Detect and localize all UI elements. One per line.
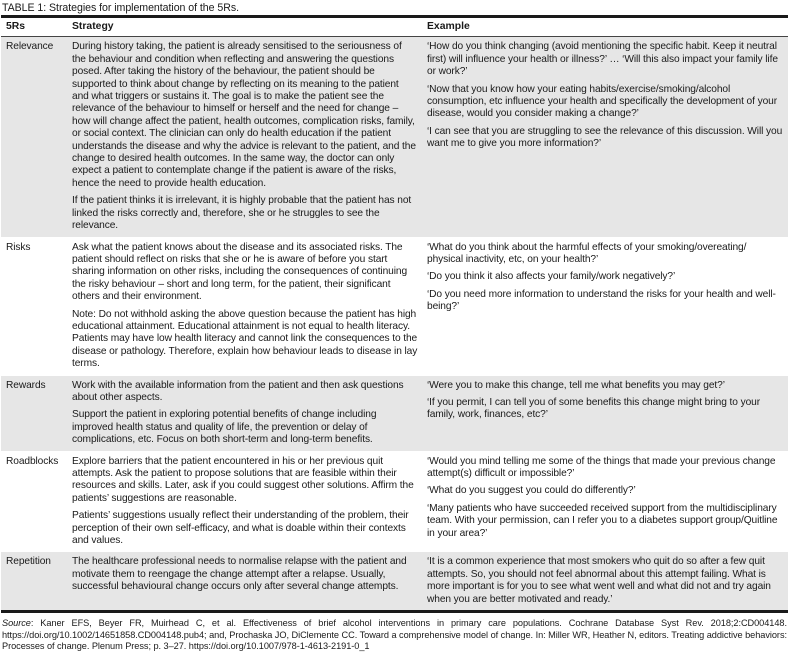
table-body — [1, 37, 788, 612]
example-quote: ‘How do you think changing (avoid mentioning the specific habit. Keep it neutral first) will influence your health or illness?’ … ‘Will this also impact your family life or work?’ — [427, 41, 778, 78]
row-5r-name: Risks — [6, 241, 31, 253]
row-5r-name: Roadblocks — [6, 455, 59, 467]
row-5r-name: Relevance — [6, 41, 54, 53]
header-example: Example — [427, 21, 470, 32]
row-strategy — [67, 451, 422, 552]
example-quote: ‘Would you mind telling me some of the things that made your previous change attempt(s) difficult or impossible?’ — [427, 455, 776, 479]
table-source-note — [0, 613, 789, 653]
example-quote: ‘Were you to make this change, tell me what benefits you may get?’ — [427, 379, 725, 391]
source-text: : Kaner EFS, Beyer FR, Muirhead C, et al. Effectiveness of brief alcohol interventions in primary care populations. Cochrane Database Syst Rev. 2018;2:CD004148. https://doi.org/10.1002/14651858.CD004148.pub4; and, Prochaska JO, DiClemente CC. Toward a comprehensive model of change. In: Miller WR, Heather N, editors. Treating addictive behaviors: Processes of change. Plenum Press; p. 3–27. https://doi.org/10.1007/978-1-4613-2191-0_1 — [2, 618, 787, 652]
table-caption: TABLE 1: Strategies for implementation of the 5Rs. — [2, 2, 239, 14]
table-header-row — [1, 17, 788, 37]
example-quote: ‘Now that you know how your eating habits/exercise/smoking/alcohol consumption, etc influence your health and specifically the development of your disease, would you consider making a change?’ — [427, 83, 778, 120]
header-5rs: 5Rs — [6, 21, 26, 32]
row-5r-name: Rewards — [6, 379, 46, 391]
strategy-paragraph: During history taking, the patient is already sensitised to the seriousness of the behaviour and condition when reflecting and answering the questions posed. After taking the history of the behaviour, the patient should be supported to think about change by reflecting on its meaning to the patient and what triggers or sustains it. The goal is to make the patient see the relevance of the behaviour to himself or herself and the need for change – how will change affect the patient, health outcomes, complication risks, family, or social context. The clinician can only do health education if the patient understands the disease and why the advice is relevant to the patient, and the change to desired health outcomes. In the same way, the doctor can only expect a patient to contemplate change if the patient is aware of the risks, hence the need to provide health education. — [72, 41, 416, 189]
example-quote: ‘What do you think about the harmful effects of your smoking/overeating/ physical inactivity, etc, on your health?’ — [427, 241, 747, 265]
row-examples — [422, 237, 788, 375]
row-examples — [422, 37, 788, 237]
example-quote: ‘Do you need more information to understand the risks for your health and well-being?’ — [427, 288, 776, 313]
strategy-paragraph: Patients’ suggestions usually reflect their understanding of the problem, their perception of their own self-efficacy, and what is doable within their contexts and values. — [72, 510, 409, 547]
row-strategy — [67, 375, 422, 451]
strategy-paragraph: Support the patient in exploring potential benefits of change including improved health status and quality of life, the prevention or delay of complications, etc. Focus on both short-term and long-term benefits. — [72, 409, 377, 446]
table-row — [1, 451, 788, 552]
row-strategy — [67, 37, 422, 237]
example-quote: ‘If you permit, I can tell you of some benefits this change might bring to your family, work, finances, etc?’ — [427, 396, 760, 421]
source-label: Source — [2, 618, 31, 629]
strategies-table — [1, 15, 788, 613]
example-quote: ‘Do you think it also affects your family/work negatively?’ — [427, 271, 676, 283]
strategy-paragraph: Work with the available information from the patient and then ask questions about other aspects. — [72, 379, 404, 403]
example-quote: ‘I can see that you are struggling to see the relevance of this discussion. Will you want me to give you more information?’ — [427, 125, 783, 150]
strategy-paragraph: The healthcare professional needs to normalise relapse with the patient and motivate them to reengage the change attempt after a relapse. Usually, successful behavioural change occurs only after several change attempts. — [72, 556, 407, 593]
example-quote: ‘It is a common experience that most smokers who quit do so after a few quit attempts. So, you should not feel abnormal about this attempt failing. What is more important is for you to see what went well and what did not and try again when you are better motivated and ready.’ — [427, 556, 771, 605]
row-strategy — [67, 237, 422, 375]
row-5r-name: Repetition — [6, 556, 51, 568]
strategy-paragraph: If the patient thinks it is irrelevant, it is highly probable that the patient has not linked the risks correctly and, therefore, she or he struggles to see the relevance. — [72, 195, 412, 232]
strategy-paragraph: Explore barriers that the patient encountered in his or her previous quit attempts. Ask the patient to propose solutions that are feasible within their resources and skills. Later, ask if you could suggest other solutions. Affirm the patients’ suggestions are reasonable. — [72, 455, 414, 504]
table-row — [1, 375, 788, 451]
example-quote: ‘What do you suggest you could do differently?’ — [427, 485, 636, 497]
row-strategy — [67, 552, 422, 612]
strategy-paragraph: Ask what the patient knows about the disease and its associated risks. The patient should reflect on risks that she or he is aware of before you start sharing information on other risks, including the consequences of continuing the risky behaviour – short and long term, for the patient, their significant others and their environment. — [72, 241, 408, 303]
row-examples — [422, 552, 788, 612]
row-examples — [422, 375, 788, 451]
table-row — [1, 37, 788, 237]
table-row — [1, 552, 788, 612]
example-quote: ‘Many patients who have succeeded received support from the multidisciplinary team. With your permission, can I refer you to a diabetes support group/Quitline in your area?’ — [427, 502, 778, 539]
header-strategy: Strategy — [72, 21, 114, 32]
table-row — [1, 237, 788, 375]
strategy-paragraph: Note: Do not withhold asking the above question because the patient has high educational attainment. Educational attainment is not equal to health literacy. Patients may have low health literacy and cannot link the consequences to the disease or pathology. Therefore, explain how behaviour leads to disease in lay terms. — [72, 308, 418, 370]
row-examples — [422, 451, 788, 552]
